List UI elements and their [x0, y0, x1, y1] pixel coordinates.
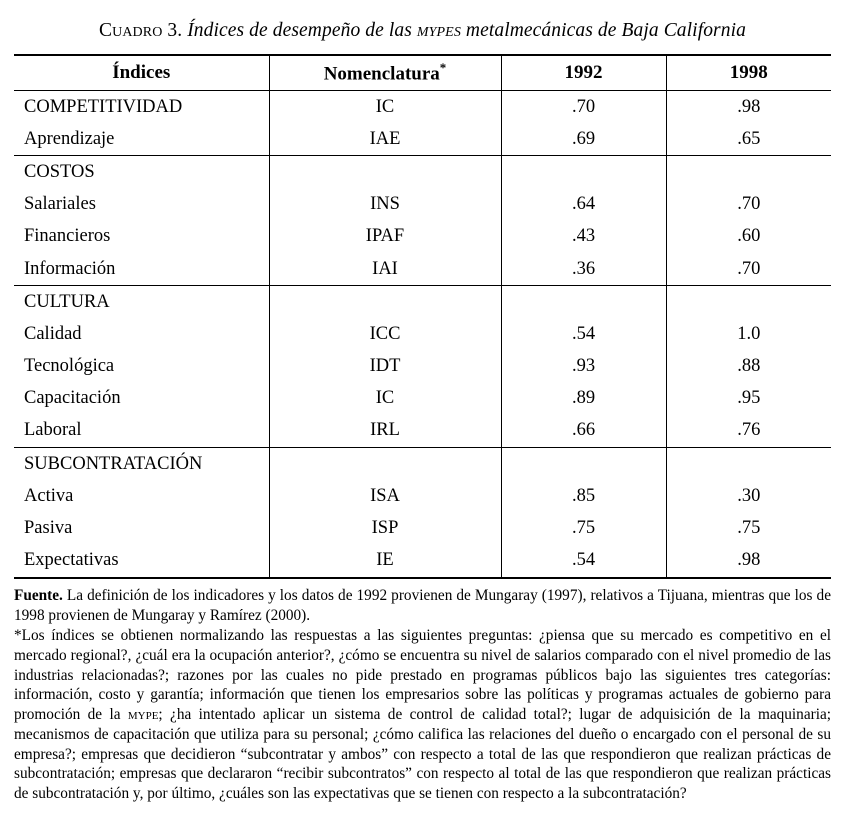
table-header-row — [14, 55, 831, 91]
header-1992: 1992 — [501, 55, 666, 91]
row-nomenclature: IRL — [269, 415, 501, 448]
row-label: Calidad — [24, 323, 82, 344]
row-value-1998: .70 — [666, 253, 831, 286]
row-nomenclature: IAI — [269, 253, 501, 286]
row-nomenclature: IC — [269, 91, 501, 124]
row-label: Salariales — [24, 194, 96, 215]
row-nomenclature — [269, 286, 501, 319]
row-value-1998: .88 — [666, 351, 831, 383]
table-row — [14, 221, 831, 253]
row-nomenclature: ICC — [269, 318, 501, 350]
caption-title-mypes: mypes — [416, 20, 461, 41]
table-row — [14, 286, 831, 319]
row-nomenclature — [269, 156, 501, 189]
row-value-1992: .64 — [501, 189, 666, 221]
table-row — [14, 448, 831, 481]
row-label: CULTURA — [14, 286, 269, 319]
row-value-1998: .60 — [666, 221, 831, 253]
row-nomenclature: IDT — [269, 351, 501, 383]
table-row — [14, 189, 831, 221]
table-caption — [14, 20, 831, 42]
row-value-1998: 1.0 — [666, 318, 831, 350]
row-value-1992: .43 — [501, 221, 666, 253]
row-value-1998: .75 — [666, 512, 831, 544]
row-nomenclature: ISA — [269, 480, 501, 512]
row-nomenclature: IAE — [269, 123, 501, 156]
table-notes — [14, 579, 831, 804]
table-row — [14, 123, 831, 156]
row-label: COSTOS — [14, 156, 269, 189]
row-value-1998: .65 — [666, 123, 831, 156]
footnote-part1: *Los índices se obtienen normalizando las respuestas a las siguientes preguntas: ¿piensa que su mercado es competitivo en el mercado regional?, ¿cuál era la ocupación anterior?, ¿cómo se encuentra su nivel de salarios comparado con el nivel promedio de las industrias relacionadas?; razones por las cuales no pide prestado en programas públicos bajo las siguientes tres categorías: información, costo y garantía; información que tienen los empresarios sobre las políticas y programas actuales de gobierno para promoción de la — [14, 627, 831, 724]
row-value-1998 — [666, 448, 831, 481]
table-body — [14, 55, 831, 578]
row-value-1992: .69 — [501, 123, 666, 156]
row-value-1998: .30 — [666, 480, 831, 512]
row-value-1992: .54 — [501, 545, 666, 578]
row-value-1998: .98 — [666, 91, 831, 124]
header-nomenclatura — [269, 55, 501, 91]
row-label: Tecnológica — [24, 356, 115, 377]
row-value-1992: .75 — [501, 512, 666, 544]
row-value-1998: .95 — [666, 383, 831, 415]
row-value-1992: .54 — [501, 318, 666, 350]
source-text: La definición de los indicadores y los datos de 1992 provienen de Mungaray (1997), relativos a Tijuana, mientras que los de 1998 provienen de Mungaray y Ramírez (2000). — [14, 586, 831, 624]
row-value-1998: .76 — [666, 415, 831, 448]
table-row — [14, 318, 831, 350]
table-row — [14, 253, 831, 286]
table-row — [14, 383, 831, 415]
source-label: Fuente. — [14, 586, 63, 604]
row-value-1998 — [666, 156, 831, 189]
row-value-1992: .66 — [501, 415, 666, 448]
header-nomenclatura-label: Nomenclatura — [323, 63, 440, 85]
caption-title-part2: metalmecánicas de Baja California — [460, 20, 746, 41]
row-value-1992: .89 — [501, 383, 666, 415]
row-nomenclature: IPAF — [269, 221, 501, 253]
table-row — [14, 480, 831, 512]
caption-number: Cuadro 3. — [99, 20, 183, 41]
header-1998: 1998 — [666, 55, 831, 91]
row-nomenclature: ISP — [269, 512, 501, 544]
row-nomenclature: INS — [269, 189, 501, 221]
row-value-1998: .70 — [666, 189, 831, 221]
header-asterisk: * — [439, 60, 447, 76]
table-row — [14, 415, 831, 448]
row-label: COMPETITIVIDAD — [24, 96, 183, 117]
caption-title-part1: Índices de desempeño de las — [187, 20, 417, 41]
header-indices: Índices — [14, 55, 269, 91]
footnote-mype: mype — [127, 706, 159, 724]
table-row — [14, 351, 831, 383]
row-label: Laboral — [24, 420, 82, 441]
row-nomenclature — [269, 448, 501, 481]
row-value-1998: .98 — [666, 545, 831, 578]
row-label: Capacitación — [24, 388, 121, 409]
row-value-1998 — [666, 286, 831, 319]
row-label: SUBCONTRATACIÓN — [14, 448, 269, 481]
row-value-1992: .36 — [501, 253, 666, 286]
row-label: Pasiva — [24, 518, 73, 539]
row-label: Información — [24, 258, 116, 279]
row-label: Aprendizaje — [24, 128, 115, 149]
footnote — [14, 626, 831, 803]
source-note — [14, 586, 831, 625]
row-value-1992 — [501, 156, 666, 189]
table-row — [14, 91, 831, 124]
table-row — [14, 156, 831, 189]
row-value-1992: .93 — [501, 351, 666, 383]
row-label: Expectativas — [14, 545, 269, 578]
row-label: Activa — [24, 485, 74, 506]
row-value-1992: .85 — [501, 480, 666, 512]
row-value-1992 — [501, 286, 666, 319]
row-nomenclature: IE — [269, 545, 501, 578]
table-row — [14, 512, 831, 544]
indices-table — [14, 54, 831, 579]
row-nomenclature: IC — [269, 383, 501, 415]
table-row — [14, 545, 831, 578]
footnote-part2: ; ¿ha intentado aplicar un sistema de control de calidad total?; lugar de adquisición de la maquinaria; mecanismos de capacitación que utiliza para su personal; ¿cómo califica las relaciones del dueño o encargado con el personal de su empresa?; empresas que decidieron “subcontratar y ambos” con respecto a total de las que respondieron que realizan prácticas de subcontratación; empresas que declararon “recibir subcontratos” con respecto al total de las que respondieron que realizan prácticas de subcontratación y, por último, ¿cuáles son las expectativas que se tienen con respecto a la subcontratación? — [14, 706, 831, 802]
row-value-1992: .70 — [501, 91, 666, 124]
row-label: Financieros — [24, 226, 111, 247]
row-value-1992 — [501, 448, 666, 481]
